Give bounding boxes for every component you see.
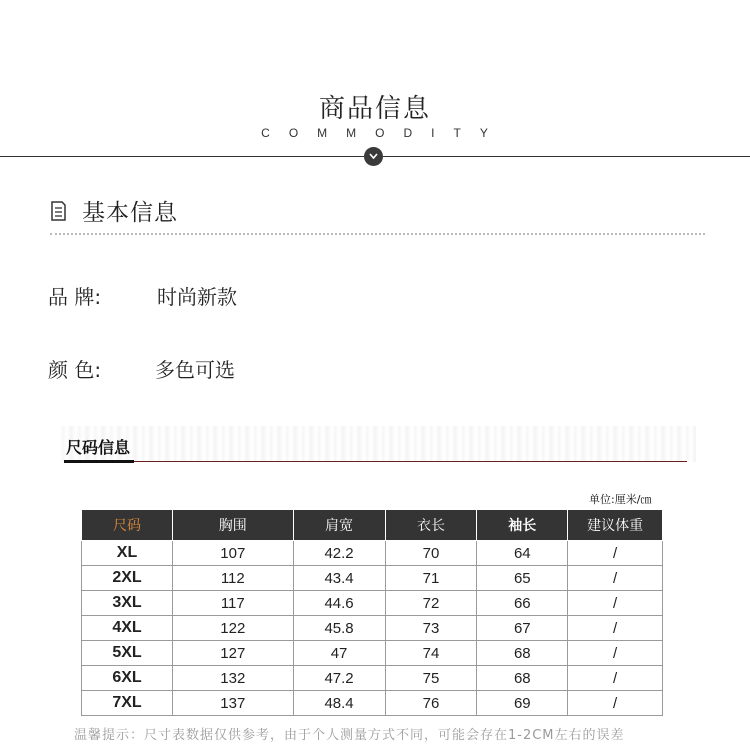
column-header-shoulder: 肩宽 bbox=[293, 510, 385, 541]
size-cell: 5XL bbox=[82, 641, 173, 666]
chevron-down-icon bbox=[364, 147, 383, 166]
table-cell: 112 bbox=[173, 566, 294, 591]
table-cell: 42.2 bbox=[293, 541, 385, 566]
table-cell: 68 bbox=[477, 641, 568, 666]
table-cell: 48.4 bbox=[293, 691, 385, 716]
table-row bbox=[82, 641, 663, 666]
color-label: 颜 色: bbox=[48, 358, 102, 382]
size-cell: 4XL bbox=[82, 616, 173, 641]
dotted-divider bbox=[50, 233, 705, 235]
table-cell: 76 bbox=[385, 691, 477, 716]
table-cell: 132 bbox=[173, 666, 294, 691]
column-header-weight: 建议体重 bbox=[568, 510, 663, 541]
size-heading-underline-accent bbox=[64, 460, 134, 463]
table-cell: 137 bbox=[173, 691, 294, 716]
size-heading-band bbox=[60, 426, 696, 462]
table-cell: / bbox=[568, 641, 663, 666]
table-cell: / bbox=[568, 666, 663, 691]
table-cell: 127 bbox=[173, 641, 294, 666]
size-table bbox=[81, 509, 663, 716]
column-header-sleeve: 袖长 bbox=[477, 510, 568, 541]
table-cell: / bbox=[568, 616, 663, 641]
table-cell: 47 bbox=[293, 641, 385, 666]
brand-value: 时尚新款 bbox=[157, 285, 237, 309]
size-cell: 3XL bbox=[82, 591, 173, 616]
table-cell: / bbox=[568, 691, 663, 716]
table-cell: 70 bbox=[385, 541, 477, 566]
table-cell: 72 bbox=[385, 591, 477, 616]
column-header-chest: 胸围 bbox=[173, 510, 294, 541]
color-value: 多色可选 bbox=[155, 358, 235, 382]
table-cell: 65 bbox=[477, 566, 568, 591]
size-table-header-row bbox=[82, 510, 663, 541]
document-icon bbox=[50, 201, 67, 225]
table-cell: 44.6 bbox=[293, 591, 385, 616]
table-cell: 73 bbox=[385, 616, 477, 641]
table-cell: 107 bbox=[173, 541, 294, 566]
table-cell: / bbox=[568, 541, 663, 566]
table-cell: / bbox=[568, 566, 663, 591]
page-subtitle: COMMODITY bbox=[261, 126, 507, 140]
basic-info-heading: 基本信息 bbox=[82, 200, 178, 226]
table-row bbox=[82, 566, 663, 591]
table-cell: 122 bbox=[173, 616, 294, 641]
size-info-heading: 尺码信息 bbox=[66, 438, 131, 457]
size-cell: 7XL bbox=[82, 691, 173, 716]
table-cell: 74 bbox=[385, 641, 477, 666]
table-row bbox=[82, 616, 663, 641]
table-row bbox=[82, 691, 663, 716]
table-cell: / bbox=[568, 591, 663, 616]
size-heading-underline bbox=[64, 461, 687, 462]
size-disclaimer: 温馨提示：尺寸表数据仅供参考，由于个人测量方式不同，可能会存在1-2CM左右的误差 bbox=[74, 728, 625, 743]
table-cell: 67 bbox=[477, 616, 568, 641]
size-cell: XL bbox=[82, 541, 173, 566]
table-row bbox=[82, 591, 663, 616]
table-row bbox=[82, 541, 663, 566]
table-cell: 64 bbox=[477, 541, 568, 566]
table-cell: 45.8 bbox=[293, 616, 385, 641]
column-header-size: 尺码 bbox=[82, 510, 173, 541]
column-header-length: 衣长 bbox=[385, 510, 477, 541]
size-cell: 6XL bbox=[82, 666, 173, 691]
size-cell: 2XL bbox=[82, 566, 173, 591]
unit-note: 单位:厘米/㎝ bbox=[589, 493, 652, 506]
table-cell: 117 bbox=[173, 591, 294, 616]
table-cell: 69 bbox=[477, 691, 568, 716]
table-row bbox=[82, 666, 663, 691]
table-cell: 68 bbox=[477, 666, 568, 691]
table-cell: 47.2 bbox=[293, 666, 385, 691]
brand-label: 品 牌: bbox=[48, 285, 102, 309]
table-cell: 75 bbox=[385, 666, 477, 691]
table-cell: 43.4 bbox=[293, 566, 385, 591]
page-title: 商品信息 bbox=[318, 94, 431, 124]
table-cell: 71 bbox=[385, 566, 477, 591]
table-cell: 66 bbox=[477, 591, 568, 616]
